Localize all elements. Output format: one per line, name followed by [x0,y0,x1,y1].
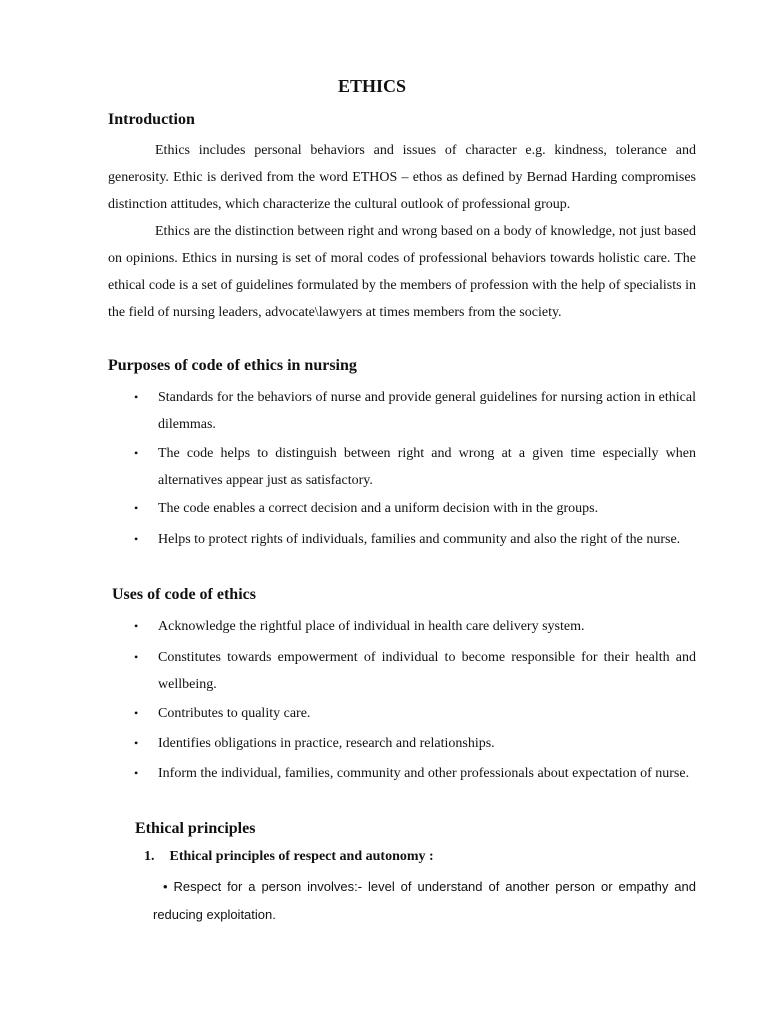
bullet-icon: • [134,501,139,515]
list-item-text: Constitutes towards empowerment of individual to become responsible for their health and wellbeing. [158,650,696,692]
list-item-text: Contributes to quality care. [158,706,311,721]
bullet-icon: • [134,532,139,546]
numbered-item-respect-autonomy [144,849,434,865]
list-item [134,760,696,787]
list-item [134,644,696,698]
list-item-text: The code enables a correct decision and a uniform decision with in the groups. [158,501,599,516]
bullet-icon: • [163,879,168,894]
list-item [134,495,696,522]
list-item [134,613,696,640]
respect-person-bullet [153,873,696,929]
list-item-text: Inform the individual, families, community and other professionals about expectation of nurse. [158,766,690,781]
bullet-icon: • [134,736,139,750]
list-item [134,730,696,757]
list-item-text: Helps to protect rights of individuals, families and community and also the right of the nurse. [158,532,681,547]
introduction-paragraph-1: Ethics includes personal behaviors and issues of character e.g. kindness, tolerance and generosity. Ethic is derived from the word ETHOS – ethos as defined by Bernad Harding compromises distinction attitudes, which characterize the cultural outlook of professional group. [108,143,696,212]
list-item-text: Acknowledge the rightful place of individual in health care delivery system. [158,619,585,634]
bullet-icon: • [134,650,139,664]
bullet-icon: • [134,766,139,780]
introduction-paragraph-2: Ethics are the distinction between right and wrong based on a body of knowledge, not just based on opinions. Ethics in nursing is set of moral codes of professional behaviors towards holistic care. The ethical code is a set of guidelines formulated by the members of profession with the help of specialists in the field of nursing leaders, advocate\lawyers at times members from the society. [108,224,696,320]
page-title: ETHICS [337,76,407,96]
bullet-icon: • [134,390,139,404]
bullet-icon: • [134,619,139,633]
list-item-text: The code helps to distinguish between right and wrong at a given time especially when alternatives appear just as satisfactory. [158,446,696,488]
list-item-text: Standards for the behaviors of nurse and provide general guidelines for nursing action in ethical dilemmas. [158,390,696,432]
numbered-item-title: Ethical principles of respect and autonomy : [169,849,434,864]
uses-heading: Uses of code of ethics [112,586,256,603]
list-number: 1. [144,849,155,864]
introduction-heading: Introduction [108,111,195,128]
bullet-icon: • [134,706,139,720]
bullet-icon: • [134,446,139,460]
list-item-text: Identifies obligations in practice, research and relationships. [158,736,495,751]
purposes-heading: Purposes of code of ethics in nursing [108,357,357,374]
list-item [134,526,696,553]
list-item [134,440,696,494]
respect-person-text: Respect for a person involves:- level of understand of another person or empathy and reducing exploitation. [153,879,696,922]
list-item [134,384,696,438]
ethical-principles-heading: Ethical principles [135,820,256,837]
list-item [134,700,696,727]
